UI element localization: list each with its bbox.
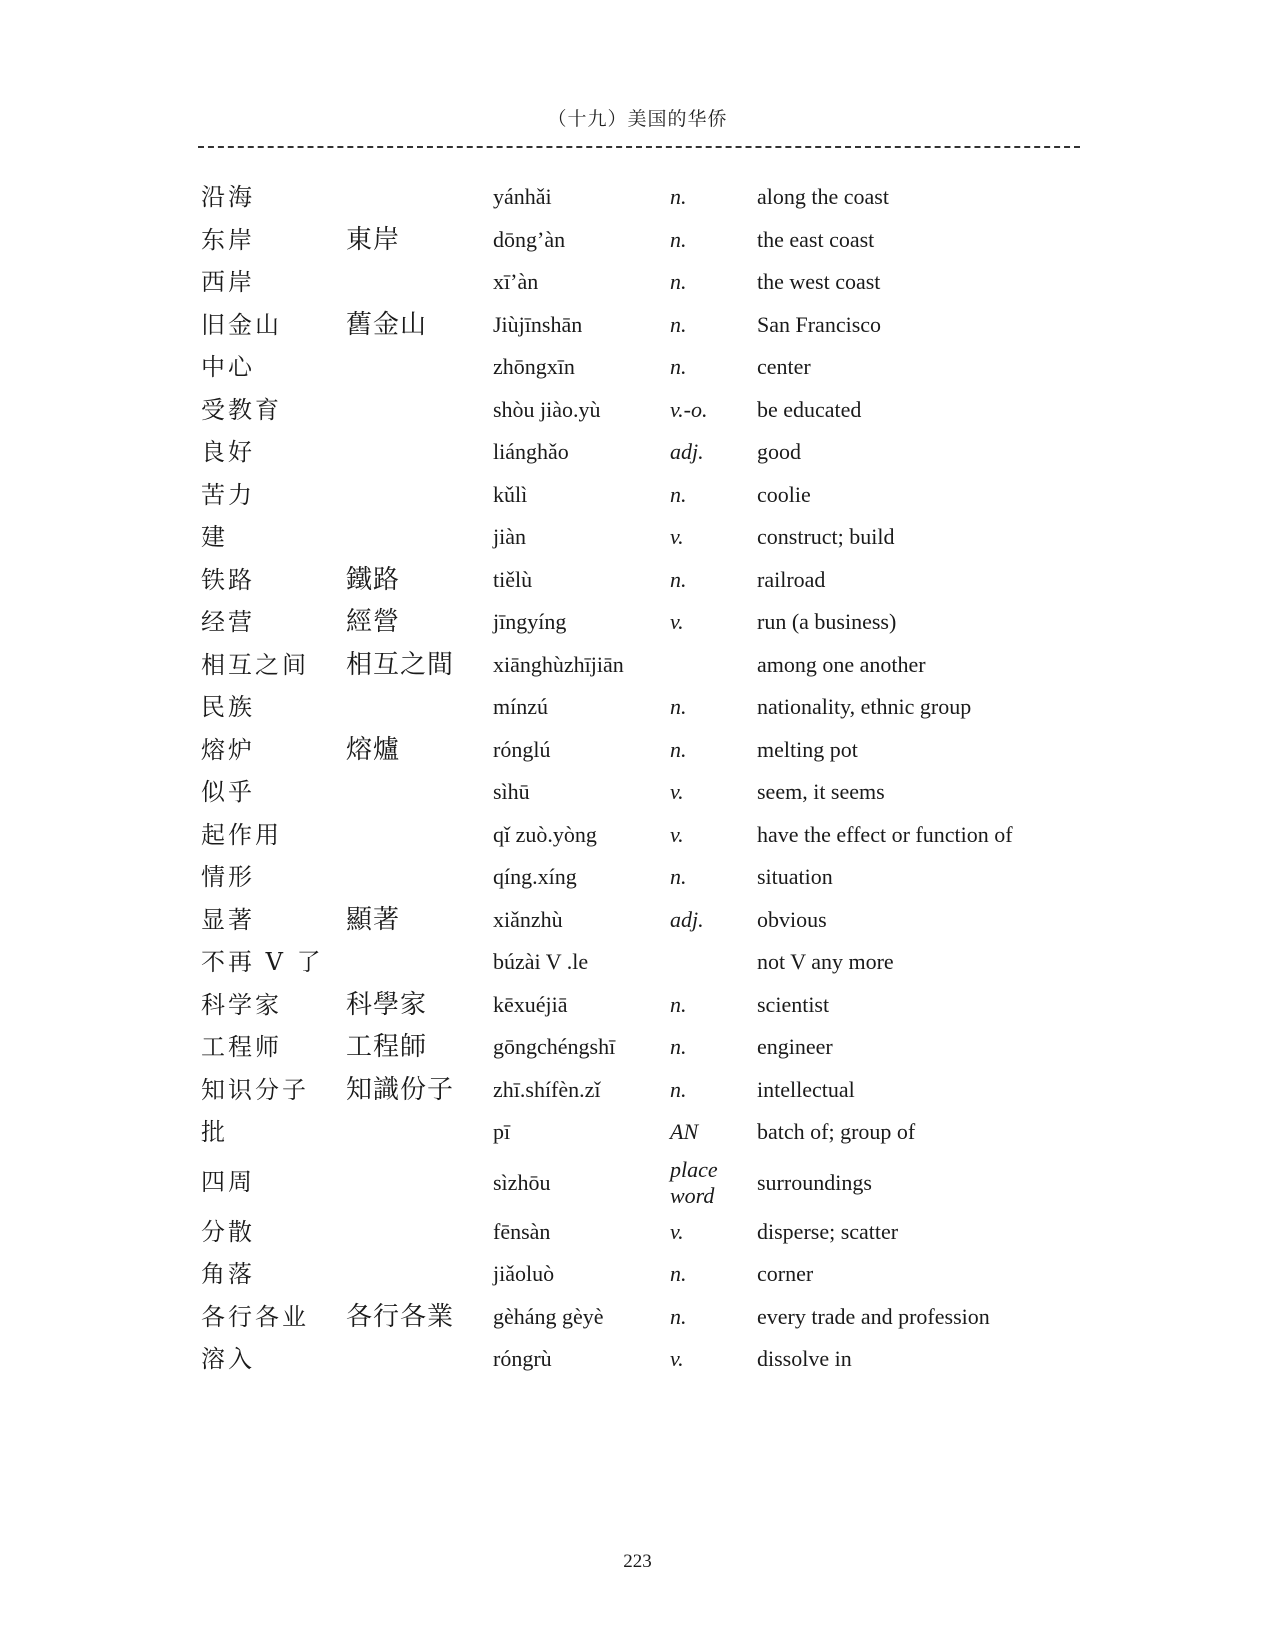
part-of-speech: n. <box>670 481 687 507</box>
pinyin: sìhū <box>493 779 530 804</box>
simplified-term: 铁路 <box>201 565 255 594</box>
pinyin: Jiùjīnshān <box>493 311 583 337</box>
vocab-row <box>0 1211 1275 1254</box>
pinyin: gōngchéngshī <box>493 1034 616 1059</box>
part-of-speech: v. <box>670 609 684 634</box>
vocabulary-list <box>0 176 1275 1381</box>
english-definition: engineer <box>757 1034 833 1059</box>
part-of-speech: v.-o. <box>670 396 708 422</box>
simplified-term: 苦力 <box>201 480 255 509</box>
part-of-speech: n. <box>670 311 687 337</box>
vocab-row <box>0 431 1275 474</box>
part-of-speech: adj. <box>670 439 704 464</box>
vocab-row <box>0 346 1275 389</box>
simplified-term: 科学家 <box>201 990 282 1019</box>
part-of-speech: AN <box>670 1119 699 1144</box>
english-definition: corner <box>757 1261 814 1286</box>
part-of-speech: n. <box>670 269 687 294</box>
vocab-row <box>0 1111 1275 1154</box>
simplified-term: 良好 <box>201 438 255 466</box>
simplified-term: 受教育 <box>201 395 282 424</box>
traditional-term: 鐵路 <box>346 564 401 595</box>
simplified-term: 旧金山 <box>201 310 282 339</box>
vocab-row <box>0 984 1275 1027</box>
traditional-term: 經營 <box>346 607 401 637</box>
simplified-term: 四周 <box>201 1167 255 1196</box>
english-definition: the west coast <box>757 269 881 294</box>
simplified-term: 知识分子 <box>201 1075 309 1104</box>
english-definition: seem, it seems <box>757 779 885 804</box>
english-definition: construct; build <box>757 524 895 549</box>
part-of-speech: v. <box>670 1218 684 1244</box>
simplified-term: 角落 <box>201 1260 255 1288</box>
pinyin: jīngyíng <box>493 609 567 634</box>
part-of-speech: n. <box>670 736 687 762</box>
english-definition: the east coast <box>757 226 875 252</box>
pinyin: xī’àn <box>493 269 539 294</box>
pinyin: xiǎnzhù <box>493 906 563 932</box>
vocab-row <box>0 1069 1275 1112</box>
english-definition: surroundings <box>757 1169 872 1195</box>
english-definition: among one another <box>757 651 926 677</box>
pinyin: gèháng gèyè <box>493 1303 604 1329</box>
english-definition: San Francisco <box>757 311 882 337</box>
english-definition: good <box>757 439 801 464</box>
traditional-term: 相互之間 <box>346 649 455 680</box>
english-definition: run (a business) <box>757 609 897 634</box>
vocab-row <box>0 644 1275 687</box>
pinyin: liánghǎo <box>493 439 569 464</box>
part-of-speech: n. <box>670 226 687 252</box>
vocab-row <box>0 814 1275 857</box>
pinyin: dōng’àn <box>493 226 566 252</box>
simplified-term: 批 <box>201 1118 228 1146</box>
vocab-row <box>0 1296 1275 1339</box>
part-of-speech: n. <box>670 1076 687 1102</box>
vocab-row <box>0 1253 1275 1296</box>
english-definition: obvious <box>757 906 827 932</box>
vocab-row <box>0 729 1275 772</box>
pinyin: mínzú <box>493 694 548 719</box>
vocab-row <box>0 474 1275 517</box>
part-of-speech: n. <box>670 694 687 719</box>
vocab-row <box>0 516 1275 559</box>
vocab-row <box>0 771 1275 814</box>
pinyin: tiělù <box>493 566 533 592</box>
vocab-row <box>0 176 1275 219</box>
vocab-row <box>0 941 1275 984</box>
pinyin: pī <box>493 1119 511 1144</box>
simplified-term: 溶入 <box>201 1345 255 1373</box>
pinyin: shòu jiào.yù <box>493 396 601 422</box>
simplified-term: 分散 <box>201 1217 255 1246</box>
english-definition: railroad <box>757 566 826 592</box>
part-of-speech: n. <box>670 184 687 209</box>
vocab-row <box>0 219 1275 262</box>
vocab-row <box>0 389 1275 432</box>
traditional-term: 工程師 <box>346 1032 428 1062</box>
english-definition: melting pot <box>757 736 858 762</box>
pinyin: kǔlì <box>493 481 528 507</box>
vocab-row <box>0 261 1275 304</box>
vocab-row <box>0 559 1275 602</box>
part-of-speech: v. <box>670 524 684 549</box>
english-definition: center <box>757 354 811 379</box>
part-of-speech: v. <box>670 821 684 847</box>
page-number: 223 <box>623 1551 652 1572</box>
english-definition: every trade and profession <box>757 1303 990 1329</box>
vocab-row <box>0 304 1275 347</box>
pinyin: xiānghùzhījiān <box>493 651 624 677</box>
english-definition: nationality, ethnic group <box>757 694 972 719</box>
english-definition: coolie <box>757 481 811 507</box>
part-of-speech: n. <box>670 1034 687 1059</box>
part-of-speech: v. <box>670 1346 684 1371</box>
part-of-speech: n. <box>670 1261 687 1286</box>
traditional-term: 顯著 <box>346 904 401 935</box>
simplified-term: 工程师 <box>201 1033 282 1061</box>
english-definition: dissolve in <box>757 1346 852 1371</box>
simplified-term: 东岸 <box>201 225 255 254</box>
english-definition: have the effect or function of <box>757 821 1013 847</box>
vocab-row <box>0 856 1275 899</box>
traditional-term: 科學家 <box>346 989 428 1020</box>
part-of-speech: adj. <box>670 906 704 932</box>
english-definition: scientist <box>757 991 830 1017</box>
vocab-row <box>0 1338 1275 1381</box>
pinyin: fēnsàn <box>493 1218 551 1244</box>
vocab-row <box>0 601 1275 644</box>
english-definition: intellectual <box>757 1076 855 1102</box>
simplified-term: 西岸 <box>201 268 255 296</box>
part-of-speech: n. <box>670 566 687 592</box>
english-definition: along the coast <box>757 184 889 209</box>
vocab-row <box>0 1154 1275 1211</box>
english-definition: batch of; group of <box>757 1119 916 1144</box>
traditional-term: 熔爐 <box>346 734 401 765</box>
simplified-term: 情形 <box>201 863 255 891</box>
pinyin: sìzhōu <box>493 1169 551 1195</box>
traditional-term: 知識份子 <box>346 1074 455 1105</box>
simplified-term: 起作用 <box>201 820 282 849</box>
pinyin: qǐ zuò.yòng <box>493 821 597 847</box>
simplified-term: 建 <box>201 523 228 551</box>
simplified-term: 各行各业 <box>201 1302 309 1331</box>
simplified-term: 经营 <box>201 608 255 636</box>
english-definition: be educated <box>757 396 862 422</box>
simplified-term: 相互之间 <box>201 650 309 679</box>
running-header: （十九）美国的华侨 <box>547 108 728 130</box>
part-of-speech: n. <box>670 864 687 889</box>
vocab-row <box>0 899 1275 942</box>
simplified-term: 中心 <box>201 353 255 381</box>
traditional-term: 各行各業 <box>346 1301 455 1332</box>
part-of-speech: n. <box>670 1303 687 1329</box>
pinyin: jiǎoluò <box>493 1261 555 1286</box>
part-of-speech: n. <box>670 354 687 379</box>
english-definition: disperse; scatter <box>757 1218 899 1244</box>
pinyin: qíng.xíng <box>493 864 577 889</box>
vocab-row <box>0 686 1275 729</box>
pinyin: yánhǎi <box>493 184 552 209</box>
english-definition: situation <box>757 864 833 889</box>
pinyin: róngrù <box>493 1346 552 1371</box>
pinyin: kēxuéjiā <box>493 991 568 1017</box>
simplified-term: 似乎 <box>201 778 255 806</box>
english-definition: not V any more <box>757 949 894 974</box>
traditional-term: 舊金山 <box>346 309 428 340</box>
simplified-term: 不再 V 了 <box>201 948 324 976</box>
traditional-term: 東岸 <box>346 224 401 255</box>
part-of-speech: n. <box>670 991 687 1017</box>
pinyin: zhōngxīn <box>493 354 575 379</box>
simplified-term: 民族 <box>201 693 255 721</box>
part-of-speech: v. <box>670 779 684 804</box>
pinyin: jiàn <box>493 524 526 549</box>
part-of-speech: place word <box>670 1156 718 1208</box>
pinyin: búzài V .le <box>493 949 589 974</box>
simplified-term: 熔炉 <box>201 735 255 764</box>
header-divider <box>198 146 1080 148</box>
simplified-term: 显著 <box>201 905 255 934</box>
vocab-row <box>0 1026 1275 1069</box>
simplified-term: 沿海 <box>201 183 255 211</box>
pinyin: rónglú <box>493 736 551 762</box>
pinyin: zhī.shífèn.zǐ <box>493 1076 601 1102</box>
